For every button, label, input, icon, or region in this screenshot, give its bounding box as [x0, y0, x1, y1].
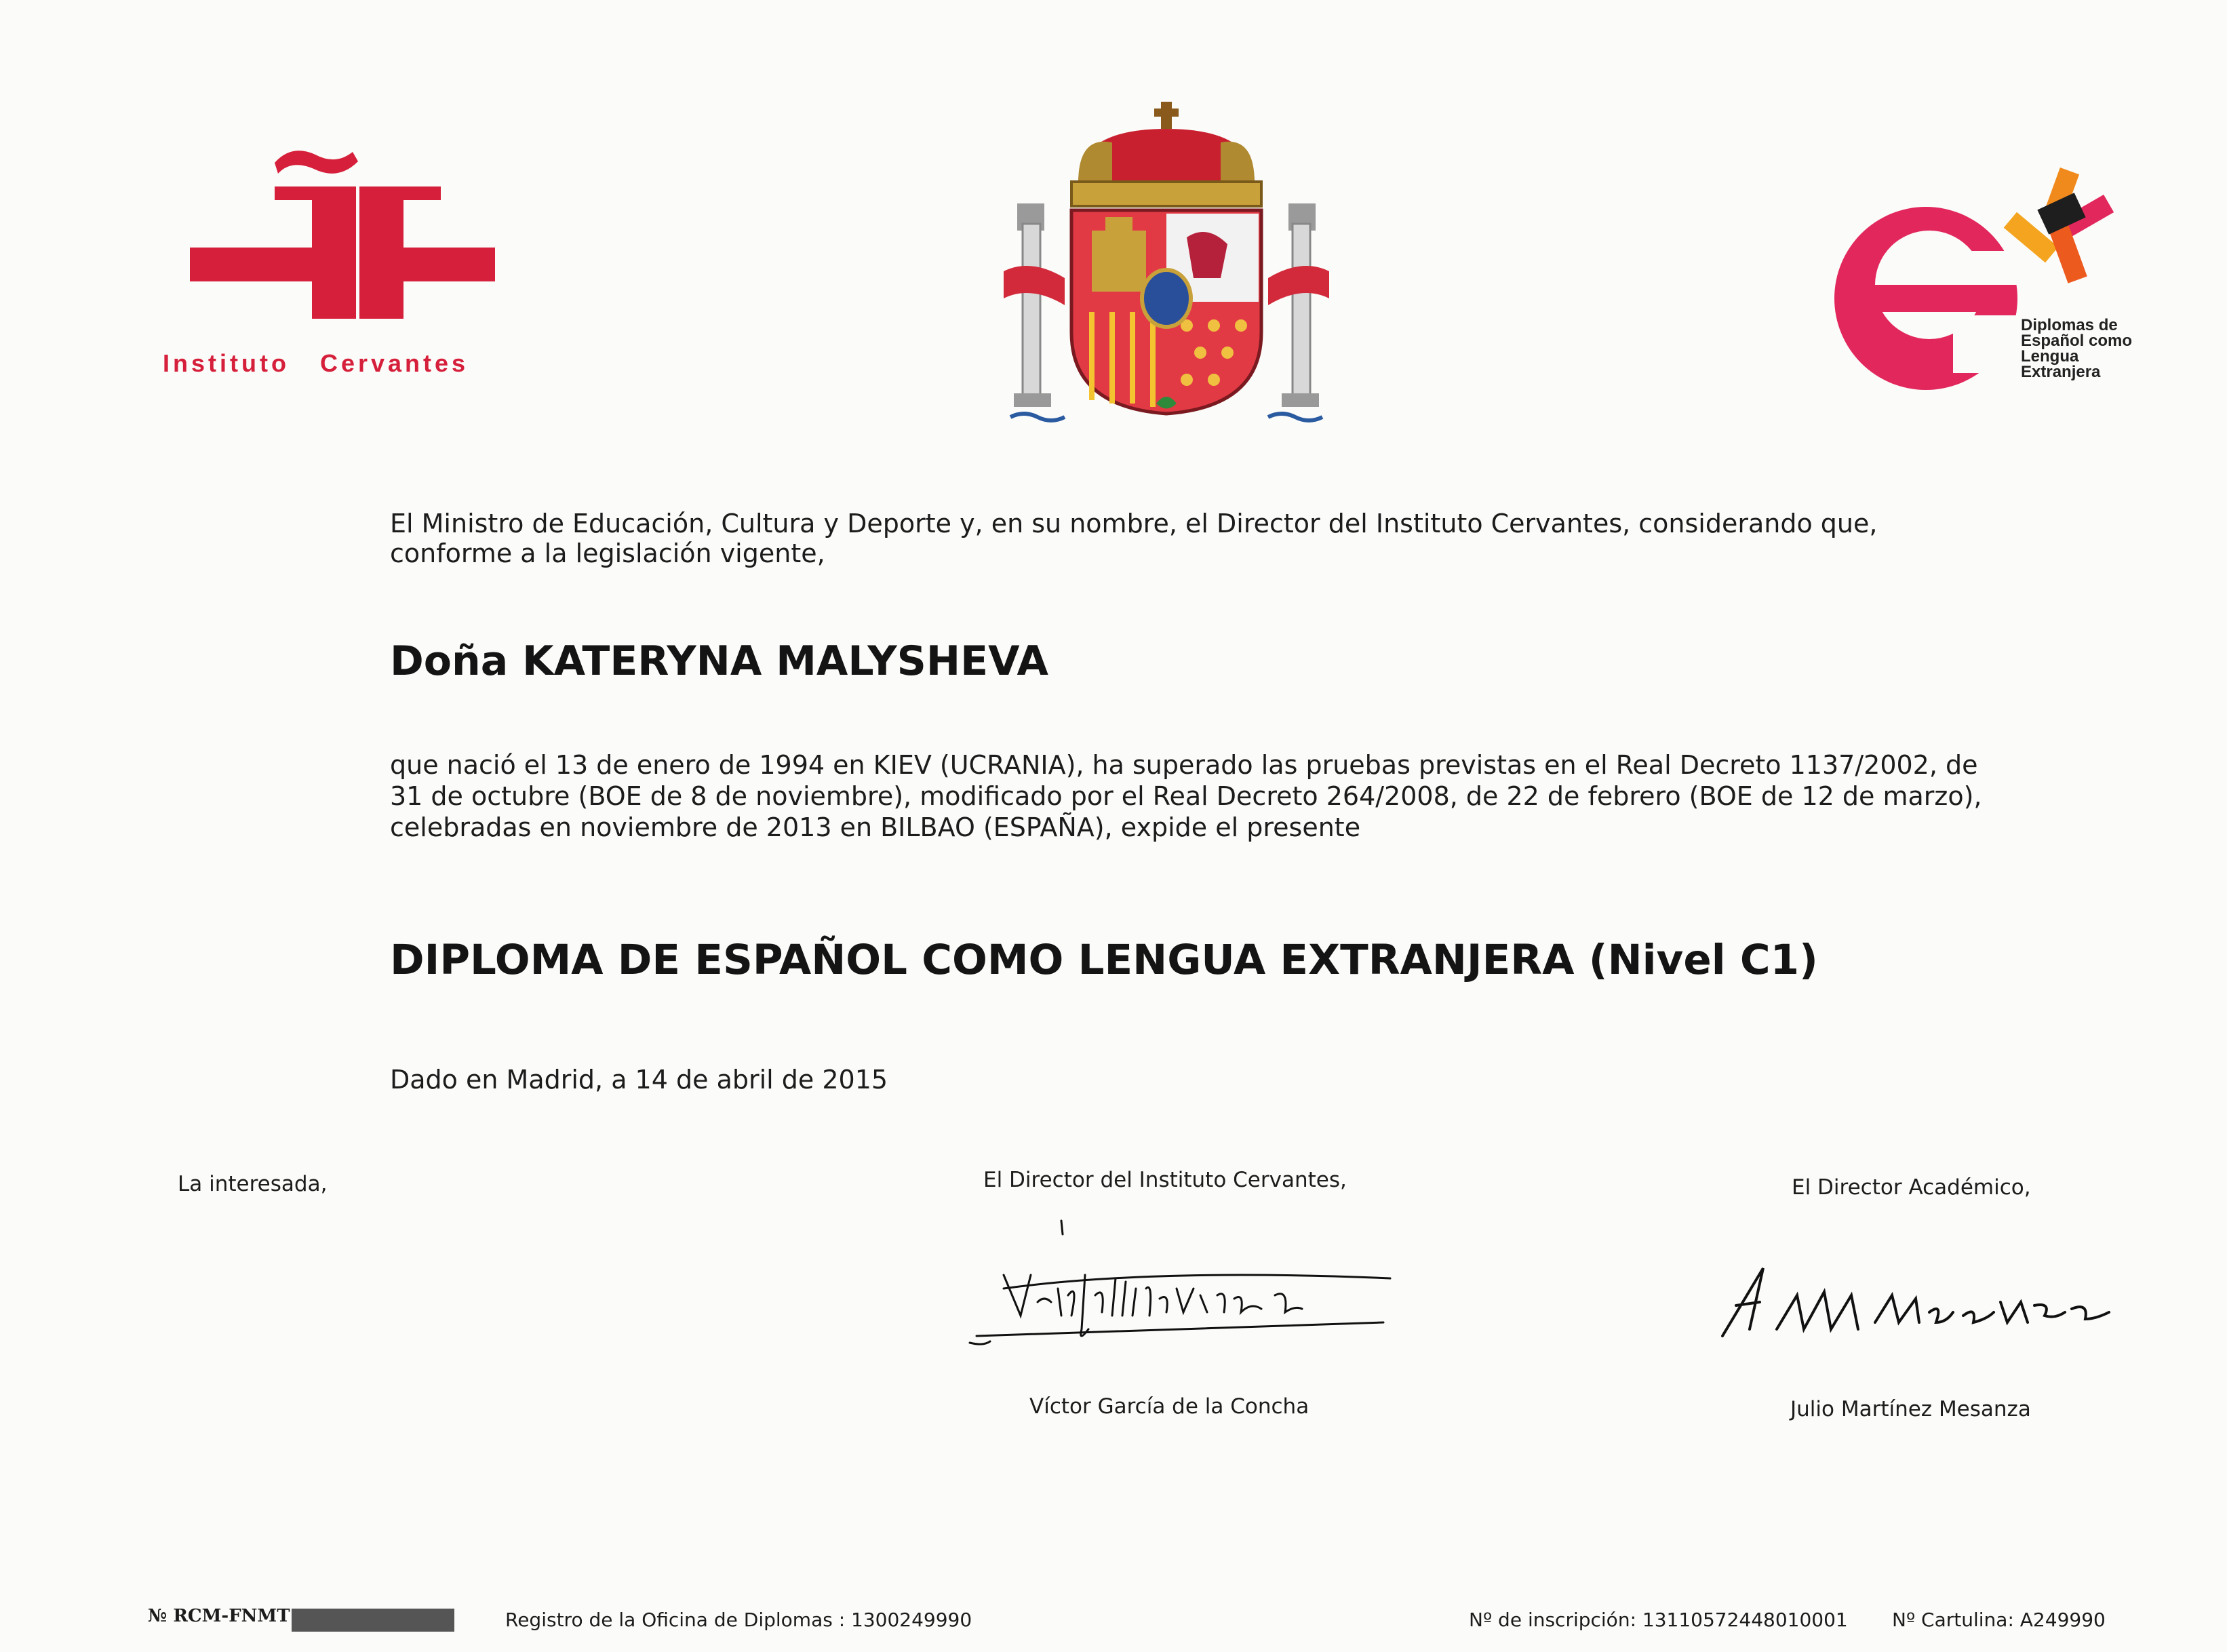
intro-paragraph: El Ministro de Educación, Cultura y Deporte y, en su nombre, el Director del Instituto Cervantes, considerando que, conforme a la legislación vigente, — [390, 509, 1878, 568]
instituto-cervantes-caption — [163, 349, 515, 378]
cartulina-number: Nº Cartulina: A249990 — [1892, 1609, 2106, 1631]
interested-label: La interesada, — [178, 1172, 328, 1196]
director-label: El Director del Instituto Cervantes, — [983, 1168, 1347, 1192]
director-name: Víctor García de la Concha — [1029, 1394, 1309, 1419]
rcm-label: RCM-FNMT — [173, 1606, 290, 1626]
diploma-title: DIPLOMA DE ESPAÑOL COMO LENGUA EXTRANJERA (Nivel C1) — [390, 936, 1818, 984]
dele-caption-line: Lengua — [2021, 347, 2079, 366]
issue-date: Dado en Madrid, a 14 de abril de 2015 — [390, 1065, 888, 1095]
director-signature — [949, 1214, 1397, 1370]
fnmt-emblem-icon: № — [148, 1606, 167, 1626]
dele-caption-line: Extranjera — [2021, 363, 2101, 381]
academic-director-signature — [1709, 1248, 2156, 1350]
security-strip — [292, 1609, 454, 1632]
logo-word-cervantes: Cervantes — [319, 349, 469, 377]
holder-name: Doña KATERYNA MALYSHEVA — [390, 637, 1048, 685]
spain-coat-of-arms-icon — [1004, 102, 1329, 427]
logo-word-instituto: Instituto — [163, 349, 290, 377]
dele-caption-line: Diplomas de — [2021, 316, 2118, 334]
statement-paragraph: que nació el 13 de enero de 1994 en KIEV (UCRANIA), ha superado las pruebas previstas en el Real Decreto 1137/2002, de 31 de octubre (BOE de 8 de noviembre), modificado por el Real Decreto 264/2008, de 22 de febrero (BOE de 12 de marzo), celebradas en noviembre de 2013 en BILBAO (ESPAÑA), expide el presente — [390, 750, 1982, 842]
rcm-fnmt-mark — [148, 1606, 290, 1626]
inscripcion-number: Nº de inscripción: 13110572448010001 — [1469, 1609, 1848, 1631]
academic-director-label: El Director Académico, — [1792, 1175, 2031, 1200]
dele-caption-line: Español como — [2021, 332, 2133, 350]
academic-director-name: Julio Martínez Mesanza — [1790, 1397, 2031, 1421]
instituto-cervantes-logo — [190, 136, 515, 380]
registro-number: Registro de la Oficina de Diplomas : 1300249990 — [505, 1609, 972, 1631]
dele-caption — [2021, 317, 2184, 380]
